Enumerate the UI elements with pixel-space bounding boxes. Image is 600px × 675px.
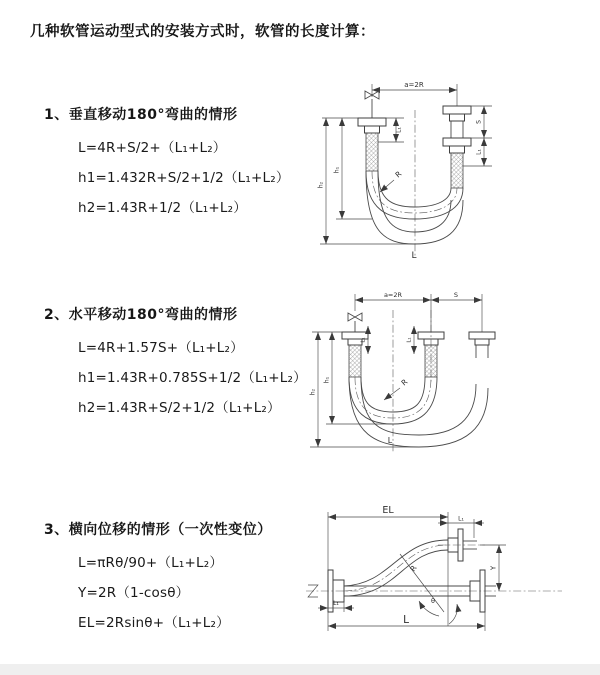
length-label: L bbox=[411, 251, 417, 261]
l1-dimension-label: L₁ bbox=[406, 337, 413, 343]
section-1-formulas bbox=[44, 131, 290, 221]
formula-line: h2=1.43R+S/2+1/2（L₁+L₂） bbox=[78, 400, 281, 416]
braided-hose-section bbox=[349, 345, 361, 377]
hose-displaced-position bbox=[344, 540, 448, 596]
s-dimension-label: S bbox=[453, 291, 459, 299]
length-label: L bbox=[403, 614, 409, 626]
l1-dimension-label: L₁ bbox=[395, 127, 403, 133]
radius-label: R bbox=[399, 377, 410, 388]
l1-dimension-label: L₁ bbox=[458, 515, 464, 523]
middle-flange-fitting bbox=[418, 332, 444, 377]
l1-dimension-label: L₁ bbox=[360, 337, 367, 343]
right-flange-fitting bbox=[469, 332, 495, 358]
angle-arc bbox=[449, 604, 457, 624]
length-label: L bbox=[387, 436, 393, 445]
page-title: 几种软管运动型式的安装方式时，软管的长度计算： bbox=[30, 24, 375, 40]
left-flange-fitting bbox=[358, 118, 386, 171]
section-1-heading: 1、垂直移动180°弯曲的情形 bbox=[44, 107, 238, 123]
formula-line: h1=1.432R+S/2+1/2（L₁+L₂） bbox=[78, 170, 290, 186]
formula-line: L=4R+1.57S+（L₁+L₂） bbox=[78, 340, 244, 356]
formula-line: EL=2Rsinθ+（L₁+L₂） bbox=[78, 615, 230, 631]
formula-line: L=4R+S/2+（L₁+L₂） bbox=[78, 140, 227, 156]
diagram-horizontal-180-bend bbox=[306, 284, 596, 468]
section-lateral-displacement bbox=[44, 519, 272, 636]
span-dimension-label: a=2R bbox=[383, 291, 403, 299]
formula-line: L=πRθ/90+（L₁+L₂） bbox=[78, 555, 224, 571]
radius-label: R bbox=[408, 563, 419, 574]
theta-label: θ bbox=[431, 597, 435, 605]
hose-u-bend-position-1 bbox=[366, 171, 463, 219]
s-dimension-label: S bbox=[475, 120, 483, 124]
section-3-heading: 3、横向位移的情形（一次性变位） bbox=[44, 522, 272, 538]
h1-dimension-label: h₁ bbox=[323, 376, 331, 384]
right-flange-fitting-lower bbox=[443, 138, 471, 188]
h2-dimension-label: h₂ bbox=[309, 388, 317, 396]
page-bottom-edge bbox=[0, 664, 600, 675]
vertical-bend-drawing bbox=[312, 70, 597, 262]
angle-arc bbox=[419, 601, 439, 616]
hose-u-bend-position-2 bbox=[366, 171, 463, 244]
valve-icon bbox=[348, 313, 362, 321]
radius-leader-line bbox=[380, 180, 394, 192]
radius-label: R bbox=[393, 169, 404, 180]
horizontal-bend-drawing bbox=[306, 284, 596, 464]
h1-dimension-label: h₁ bbox=[333, 166, 341, 174]
el-dimension-label: EL bbox=[382, 505, 394, 516]
formula-line: h1=1.43R+0.785S+1/2（L₁+L₂） bbox=[78, 370, 307, 386]
angle-construction-line bbox=[400, 554, 444, 612]
section-horizontal-movement bbox=[44, 304, 307, 421]
section-vertical-movement bbox=[44, 104, 290, 221]
braided-hose-section bbox=[451, 153, 463, 188]
upper-flange-fitting bbox=[438, 529, 485, 561]
h2-dimension-label: h₂ bbox=[317, 181, 325, 189]
radius-leader-line bbox=[384, 388, 400, 400]
formula-line: Y=2R（1-cosθ） bbox=[78, 585, 190, 601]
section-2-heading: 2、水平移动180°弯曲的情形 bbox=[44, 307, 238, 323]
braided-hose-section bbox=[366, 133, 378, 171]
lateral-displacement-drawing bbox=[300, 500, 598, 662]
l1-dimension-label: L₁ bbox=[475, 149, 483, 155]
diagram-vertical-180-bend bbox=[312, 70, 597, 266]
braided-hose-section bbox=[425, 345, 437, 377]
diagram-lateral-displacement bbox=[300, 500, 598, 666]
l1-dimension-label: L₁ bbox=[333, 600, 339, 607]
y-dimension-label: Y bbox=[489, 565, 498, 571]
span-dimension-label: a=2R bbox=[404, 81, 424, 89]
hose-u-bend-position-2 bbox=[349, 377, 488, 447]
section-3-formulas bbox=[44, 546, 272, 636]
section-2-formulas bbox=[44, 331, 307, 421]
formula-line: h2=1.43R+1/2（L₁+L₂） bbox=[78, 200, 247, 216]
right-flange-fitting-upper bbox=[443, 106, 471, 138]
